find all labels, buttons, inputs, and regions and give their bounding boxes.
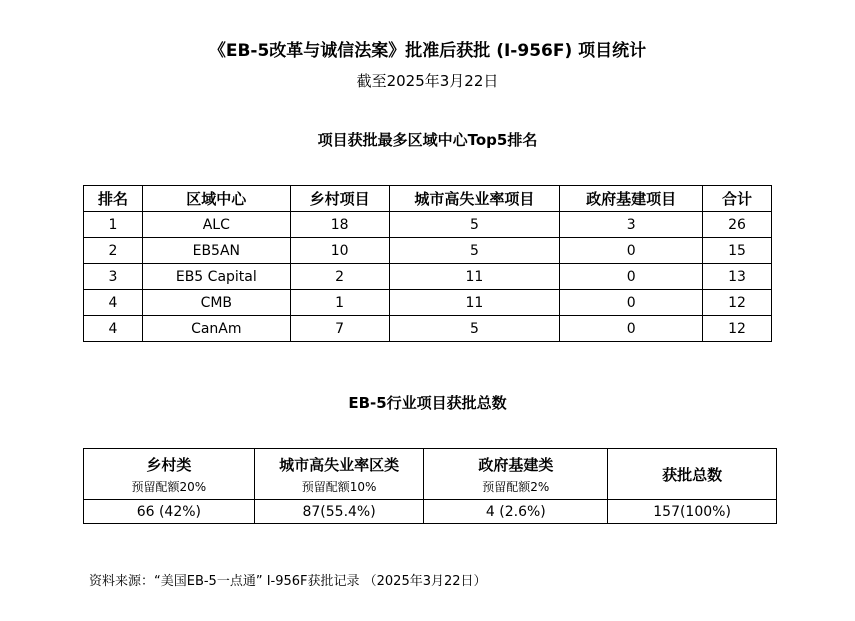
infra-category-label: 政府基建类 (478, 455, 554, 474)
cell-infra: 0 (560, 290, 703, 316)
col-tea: 城市高失业率项目 (389, 186, 560, 212)
cell-region-center: CanAm (142, 316, 290, 342)
cell-rural: 18 (290, 212, 389, 238)
col-infra: 政府基建项目 (560, 186, 703, 212)
cell-tea-count: 87(55.4%) (254, 500, 424, 524)
source-note: 资料来源：“美国EB-5一点通” I-956F获批记录 （2025年3月22日） (89, 574, 487, 589)
cell-rural: 7 (290, 316, 389, 342)
cell-total: 13 (703, 264, 772, 290)
cell-region-center: CMB (142, 290, 290, 316)
table-row (84, 290, 772, 316)
cell-rural: 1 (290, 290, 389, 316)
top5-heading: 项目获批最多区域中心Top5排名 (317, 131, 538, 149)
col-total-approved (608, 449, 777, 500)
cell-tea: 5 (389, 238, 560, 264)
cell-rank: 4 (84, 290, 143, 316)
cell-tea: 11 (389, 264, 560, 290)
totals-table (83, 448, 777, 524)
cell-total: 12 (703, 316, 772, 342)
rural-category-label: 乡村类 (146, 455, 192, 474)
cell-total-count: 157(100%) (608, 500, 777, 524)
totals-header-row (84, 449, 777, 500)
table-row (84, 212, 772, 238)
cell-total: 26 (703, 212, 772, 238)
cell-rank: 1 (84, 212, 143, 238)
cell-tea: 5 (389, 212, 560, 238)
cell-infra: 0 (560, 238, 703, 264)
cell-rural: 10 (290, 238, 389, 264)
cell-rank: 2 (84, 238, 143, 264)
totals-heading: EB-5行业项目获批总数 (348, 394, 507, 412)
cell-rank: 4 (84, 316, 143, 342)
infra-quota-label: 预留配额2% (482, 479, 550, 494)
tea-quota-label: 预留配额10% (301, 479, 377, 494)
cell-rural: 2 (290, 264, 389, 290)
cell-tea: 5 (389, 316, 560, 342)
table-row (84, 264, 772, 290)
table-row (84, 500, 777, 524)
cell-infra: 0 (560, 264, 703, 290)
col-infra-category (424, 449, 608, 500)
cell-infra: 0 (560, 316, 703, 342)
cell-infra: 3 (560, 212, 703, 238)
cell-tea: 11 (389, 290, 560, 316)
page-subtitle: 截至2025年3月22日 (356, 72, 499, 90)
cell-total: 15 (703, 238, 772, 264)
cell-total: 12 (703, 290, 772, 316)
cell-region-center: EB5AN (142, 238, 290, 264)
col-total: 合计 (703, 186, 772, 212)
page-title: 《EB-5改革与诚信法案》批准后获批 (I-956F) 项目统计 (208, 41, 647, 61)
col-rural-category (84, 449, 255, 500)
col-rank: 排名 (84, 186, 143, 212)
cell-rural-count: 66 (42%) (84, 500, 255, 524)
cell-region-center: EB5 Capital (142, 264, 290, 290)
col-region-center: 区域中心 (142, 186, 290, 212)
col-rural: 乡村项目 (290, 186, 389, 212)
total-approved-label: 获批总数 (662, 465, 723, 484)
table-row (84, 238, 772, 264)
cell-region-center: ALC (142, 212, 290, 238)
rural-quota-label: 预留配额20% (131, 479, 207, 494)
cell-rank: 3 (84, 264, 143, 290)
table-row (84, 316, 772, 342)
tea-category-label: 城市高失业率区类 (279, 455, 400, 474)
col-tea-category (254, 449, 424, 500)
cell-infra-count: 4 (2.6%) (424, 500, 608, 524)
top5-header-row (84, 186, 772, 212)
top5-table (83, 185, 772, 342)
